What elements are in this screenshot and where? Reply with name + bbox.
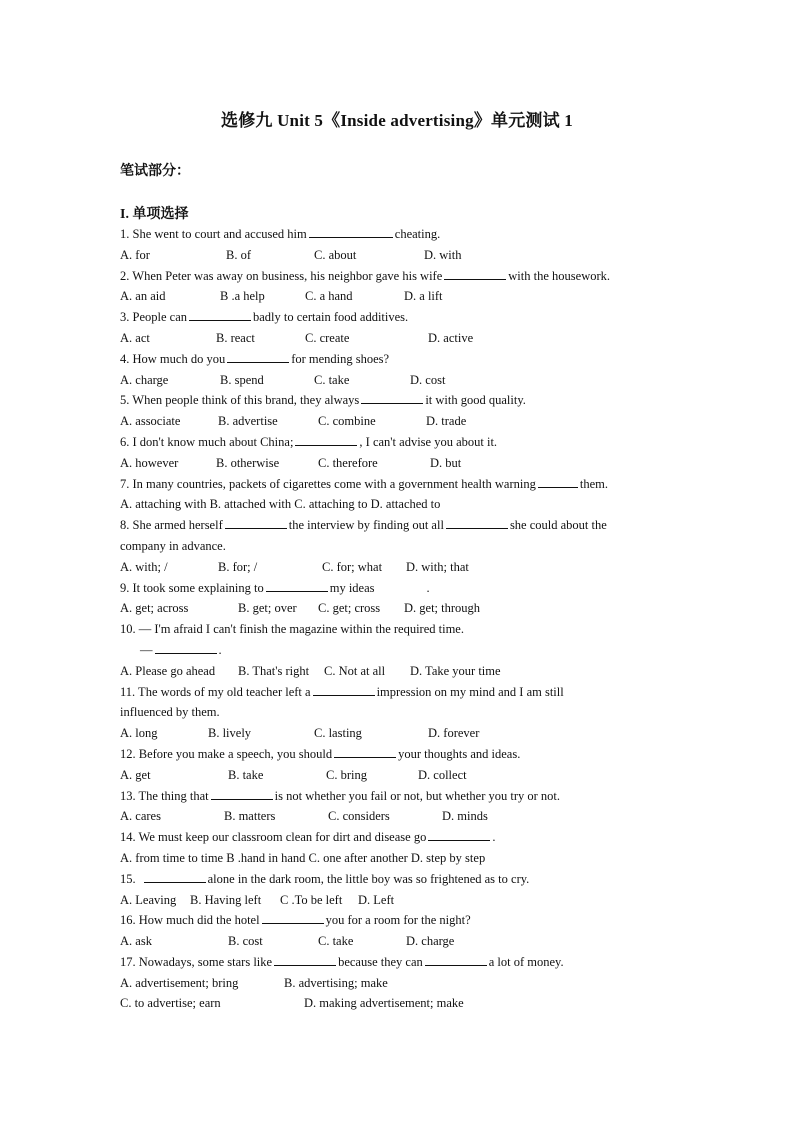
option-c: C. to advertise; earn [120, 996, 221, 1011]
option-a: A. long [120, 726, 158, 741]
answer-blank [309, 225, 393, 238]
part-label: 笔试部分： [120, 164, 190, 179]
answer-blank [227, 350, 289, 363]
question-text: 1. She went to court and accused him [120, 227, 307, 241]
option-a: A. cares [120, 809, 161, 824]
answer-blank [334, 745, 396, 758]
option-d: D. making advertisement; make [304, 996, 464, 1011]
option-b: B. That's right [238, 663, 310, 678]
answer-blank [211, 787, 273, 800]
option-a: A. get [120, 767, 151, 782]
question-text: you for a room for the night? [325, 913, 471, 928]
question-text: cheating. [394, 227, 441, 241]
option-c: C. combine [318, 414, 376, 429]
option-c: C. therefore [318, 455, 378, 470]
option-d: D. with [424, 247, 462, 262]
question-text: . [492, 830, 496, 845]
question-10 [120, 619, 680, 640]
options-10 [120, 661, 680, 682]
question-text: 5. When people think of this brand, they always [120, 393, 360, 408]
options-16 [120, 931, 680, 952]
option-c: C. lasting [314, 726, 362, 741]
question-text: 13. The thing that [120, 788, 209, 803]
options-4 [120, 370, 680, 391]
option-d: D. a lift [404, 289, 443, 304]
question-text: . [218, 642, 222, 657]
option-a: A. however [120, 455, 179, 470]
question-text: your thoughts and ideas. [398, 746, 521, 761]
options-17b [120, 993, 680, 1014]
option-a: A. advertisement; bring [120, 975, 239, 990]
question-10-reply [120, 640, 680, 661]
option-a: A. charge [120, 372, 169, 387]
question-text: 6. I don't know much about China; [120, 434, 294, 449]
question-text: my ideas [329, 580, 375, 595]
question-text: alone in the dark room, the little boy was so frightened as to cry. [207, 871, 530, 886]
question-text: 10. — I'm afraid I can't finish the magazine within the required time. [120, 622, 464, 637]
question-3 [120, 307, 680, 328]
option-b: B. Having left [190, 892, 262, 907]
option-d: D. trade [426, 414, 467, 429]
option-a: A. get; across [120, 601, 189, 616]
option-a: A. associate [120, 414, 181, 429]
options-1 [120, 245, 680, 266]
question-2 [120, 266, 680, 287]
answer-blank [425, 953, 487, 966]
option-b: B. of [226, 247, 251, 262]
option-c: C. considers [328, 809, 390, 824]
question-text: is not whether you fail or not, but whether you try or not. [274, 788, 561, 803]
options-12 [120, 765, 680, 786]
option-a: A. Leaving [120, 892, 177, 907]
option-d: D. cost [410, 372, 446, 387]
question-text: badly to certain food additives. [253, 310, 409, 325]
question-text: 14. We must keep our classroom clean for dirt and disease go [120, 830, 427, 845]
answer-blank [274, 953, 336, 966]
option-a: A. for [120, 247, 150, 262]
question-text: , I can't advise you about it. [359, 434, 498, 449]
question-text: them. [579, 476, 608, 491]
options-5 [120, 411, 680, 432]
question-text: 16. How much did the hotel [120, 913, 260, 928]
option-a: A. an aid [120, 289, 166, 304]
question-text: it with good quality. [425, 393, 526, 408]
answer-blank [446, 516, 508, 529]
option-b: B. advertise [218, 414, 278, 429]
question-text: with the housework. [508, 268, 611, 283]
option-d: D. collect [418, 767, 467, 782]
question-text: company in advance. [120, 538, 226, 553]
option-b: B. react [216, 330, 255, 345]
option-c: C. get; cross [318, 601, 381, 616]
option-a: A. ask [120, 934, 152, 949]
answer-blank [144, 870, 206, 883]
option-c: C. a hand [305, 289, 353, 304]
answer-blank [189, 308, 251, 321]
option-c: C .To be left [280, 892, 343, 907]
question-text: — [140, 642, 153, 657]
question-list [120, 224, 680, 1014]
question-text: . [426, 580, 430, 595]
question-17 [120, 952, 680, 973]
question-text: for mending shoes? [291, 351, 390, 366]
question-text: 7. In many countries, packets of cigarettes come with a government health warning [120, 476, 536, 491]
question-15 [120, 869, 680, 890]
question-11-cont [120, 702, 680, 723]
question-1 [120, 224, 680, 245]
question-text: 17. Nowadays, some stars like [120, 954, 273, 969]
option-d: D. but [430, 455, 462, 470]
option-d: D. Take your time [410, 663, 501, 678]
answer-blank [428, 828, 490, 841]
option-b: B. lively [208, 726, 252, 741]
option-c: C. create [305, 330, 350, 345]
answer-blank [266, 579, 328, 592]
question-8 [120, 515, 680, 536]
answer-blank [225, 516, 287, 529]
option-b: B .a help [220, 289, 265, 304]
question-text: because they can [338, 954, 423, 969]
question-text: 12. Before you make a speech, you should [120, 746, 333, 761]
option-a: A. act [120, 330, 150, 345]
option-d: D. forever [428, 726, 480, 741]
page-title: 选修九 Unit 5《Inside advertising》单元测试 1 [221, 111, 573, 130]
question-text: 11. The words of my old teacher left a [120, 684, 311, 699]
answer-blank [295, 433, 357, 446]
question-14 [120, 827, 680, 848]
option-b: B. for; / [218, 559, 258, 574]
option-c: C. for; what [322, 559, 383, 574]
option-b: B. get; over [238, 601, 297, 616]
option-b: B. cost [228, 934, 263, 949]
question-9 [120, 578, 680, 599]
question-text: 8. She armed herself [120, 518, 223, 533]
option-b: B. take [228, 767, 264, 782]
option-c: C. take [318, 934, 354, 949]
question-12 [120, 744, 680, 765]
question-13 [120, 786, 680, 807]
option-a: A. with; / [120, 559, 168, 574]
options-11 [120, 723, 680, 744]
options-13 [120, 806, 680, 827]
option-c: C. about [314, 247, 357, 262]
option-b: B. matters [224, 809, 276, 824]
options-text: A. attaching with B. attached with C. attaching to D. attached to [120, 497, 441, 512]
option-b: B. advertising; make [284, 975, 388, 990]
question-16 [120, 910, 680, 931]
option-d: D. charge [406, 934, 455, 949]
question-text: 3. People can [120, 310, 187, 325]
answer-blank [155, 641, 217, 654]
option-c: C. Not at all [324, 663, 386, 678]
options-3 [120, 328, 680, 349]
options-6 [120, 453, 680, 474]
option-a: A. Please go ahead [120, 663, 216, 678]
option-d: D. with; that [406, 559, 469, 574]
question-text: she could about the [509, 518, 607, 533]
answer-blank [262, 911, 324, 924]
question-text: 15. [120, 871, 136, 886]
options-17a [120, 973, 680, 994]
question-text: impression on my mind and I am still [376, 684, 564, 699]
options-7 [120, 494, 680, 515]
question-4 [120, 349, 680, 370]
option-c: C. take [314, 372, 350, 387]
question-text: 9. It took some explaining to [120, 580, 264, 595]
answer-blank [444, 267, 506, 280]
question-text: a lot of money. [488, 954, 564, 969]
options-2 [120, 286, 680, 307]
question-5 [120, 390, 680, 411]
question-text: 2. When Peter was away on business, his neighbor gave his wife [120, 268, 443, 283]
section-label: I. 单项选择 [120, 207, 189, 222]
options-14 [120, 848, 680, 869]
option-b: B. spend [220, 372, 264, 387]
answer-blank [538, 475, 578, 488]
option-d: D. active [428, 330, 474, 345]
question-text: influenced by them. [120, 705, 220, 720]
options-9 [120, 598, 680, 619]
options-text: A. from time to time B .hand in hand C. one after another D. step by step [120, 850, 486, 865]
option-d: D. minds [442, 809, 488, 824]
question-6 [120, 432, 680, 453]
option-c: C. bring [326, 767, 367, 782]
question-text: the interview by finding out all [288, 518, 444, 533]
options-8 [120, 557, 680, 578]
options-15 [120, 890, 680, 911]
question-11 [120, 682, 680, 703]
option-b: B. otherwise [216, 455, 280, 470]
option-d: D. Left [358, 892, 395, 907]
question-8-cont [120, 536, 680, 557]
answer-blank [361, 391, 423, 404]
question-7 [120, 474, 680, 495]
option-d: D. get; through [404, 601, 481, 616]
question-text: 4. How much do you [120, 351, 226, 366]
answer-blank [313, 683, 375, 696]
